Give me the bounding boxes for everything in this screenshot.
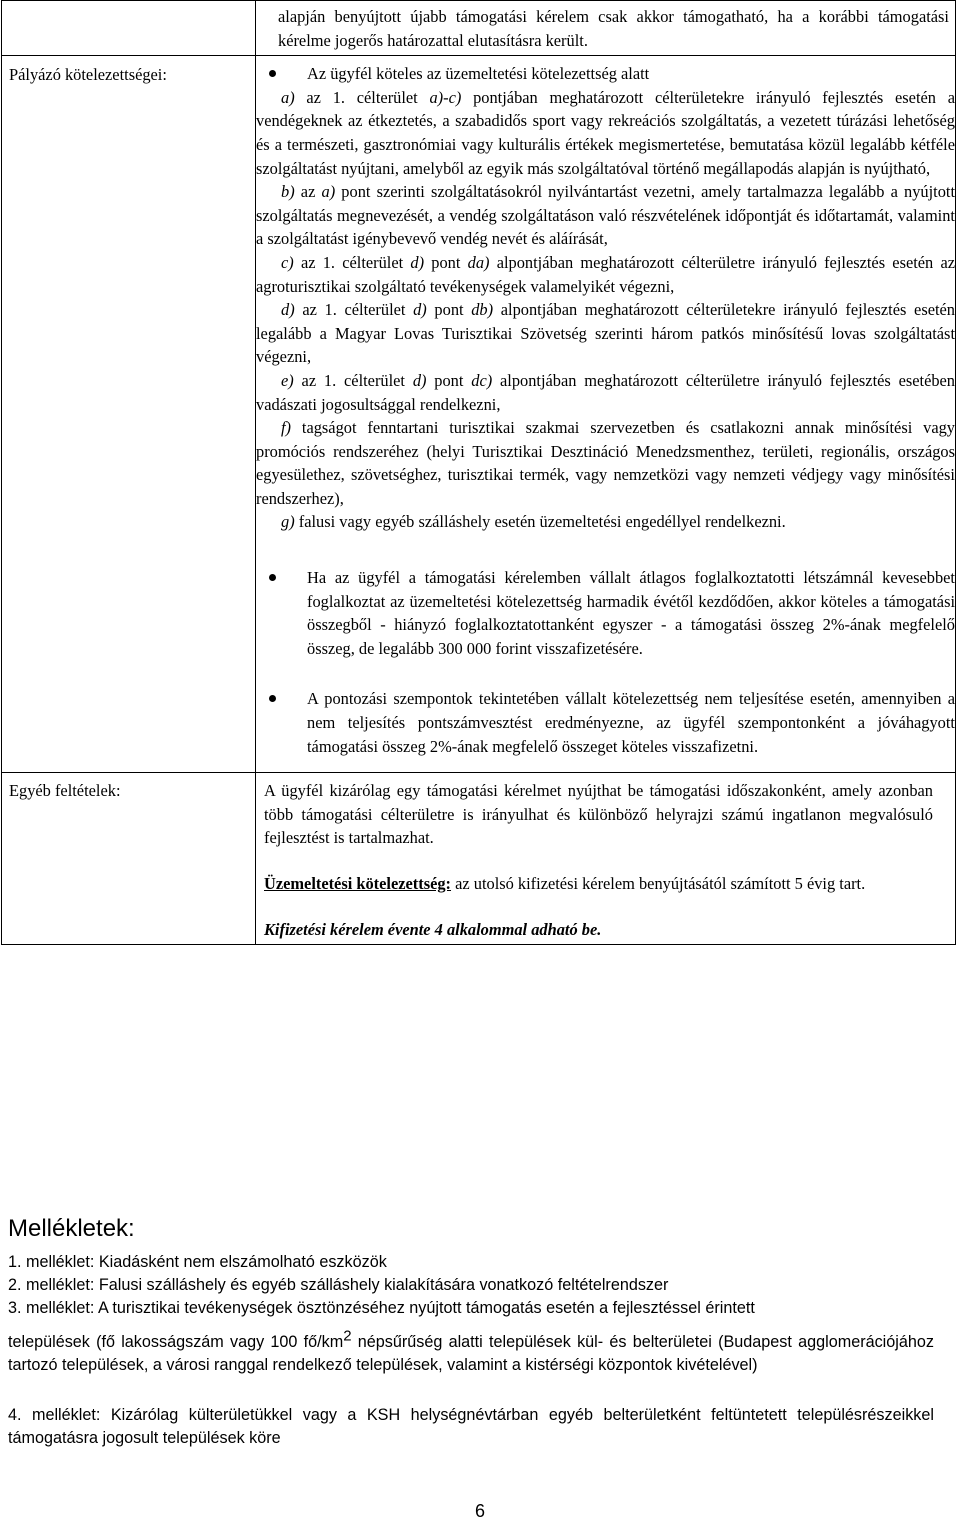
other-conditions-label: Egyéb feltételek: [9,781,121,801]
item-f: f) tagságot fenntartani turisztikai szakmai szervezetben és csatlakozni annak minősítési vagy promóciós rendszeréhez (helyi Turisztikai Desztináció Menedzsmenthez, területi, regionális, országos egyesülethez, szövetséghez, turisztikai termék, vagy nemzetközi vagy nemzeti védjegy vagy minősítési rendszerhez), [256,418,955,508]
table-row [2,773,956,945]
other-conditions-content [256,773,956,945]
attachment-1: 1. melléklet: Kiadásként nem elszámolható eszközök [8,1253,387,1271]
bullet-icon [269,70,276,77]
attachment-4: 4. melléklet: Kizárólag külterületükkel vagy a KSH helységnévtárban egyéb belterületként feltüntetett településrészeikkel támogatásra jogosult települések köre [8,1406,934,1447]
other-para2: Üzemeltetési kötelezettség: az utolsó kifizetési kérelem benyújtásától számított 5 évig tart. [264,874,866,893]
table-row [2,1,956,56]
bullet-icon [269,695,276,702]
page-number: 6 [474,1501,485,1521]
item-g: g) falusi vagy egyéb szálláshely esetén üzemeltetési engedéllyel rendelkezni. [281,512,786,532]
item-d: d) az 1. célterület d) pont db) alpontjában meghatározott célterületekre irányuló fejlesztés esetén legalább a Magyar Lovas Turisztikai Szövetség szerinti három patkós minősítésű lovas szolgáltatást végezni, [256,300,955,367]
attachment-3-rest: települések (fő lakosságszám vagy 100 $fő/km^2$ népsűrűség alatti települések kül- és belterületei (Budapest agglomerációjához tartozó települések, a városi ranggal rendelkező települések, valamint a kistérségi központok kivételével) [8,1327,934,1374]
list-item [234,62,955,86]
attachments-title: Mellékletek: [8,1215,135,1242]
bullet1-intro: Az ügyfél köteles az üzemeltetési kötelezettség alatt [307,64,650,84]
other-para3: Kifizetési kérelem évente 4 alkalommal adható be. [264,919,602,939]
item-a: a) az 1. célterület a)-c) pontjában meghatározott célterületekre irányuló fejlesztés esetén a vendégeknek az étkeztetés, a szabadidős sport vagy rekreációs szolgáltatás, a vezetett túrázási lehetőség és a természeti, gasztronómiai vagy kulturális értékek megismertetése, bemutatása közül legalább kétféle szolgáltatást nyújtani, amelyből az egyik más szolgáltatóval történő megállapodás alapján is nyújtható, [256,87,955,178]
item-b: b) az a) pont szerinti szolgáltatásokról nyilvántartást vezetni, amely tartalmazza legalább a nyújtott szolgáltatás megnevezését, a vendég szolgáltatáson való részvételének időpontját és időtartamát, valamint a szolgáltatást igénybevevő vendég nevét és aláírását, [256,182,955,249]
empty-label-cell [2,1,256,56]
attachment-2: 2. melléklet: Falusi szálláshely és egyéb szálláshely kialakítására vonatkozó feltételrendszer [8,1276,669,1294]
other-para1: A ügyfél kizárólag egy támogatási kérelmet nyújthat be támogatási időszakonként, amely azonban több támogatási célterületre is irányulhat és különböző helyrajzi számú ingatlanon megvalósuló fejlesztést is tartalmazhat. [264,781,933,848]
list-item [234,566,955,660]
attachment-3-line1: 3. melléklet: A turisztikai tevékenységek ösztönzéséhez nyújtott támogatás esetén a fejlesztéssel érintett [8,1299,755,1317]
row1-text: alapján benyújtott újabb támogatási kérelem csak akkor támogatható, ha a korábbi támogatási kérelme jogerős határozattal elutasításra került. [278,7,949,50]
content-cell [256,1,956,56]
label-cell [2,56,256,773]
bullet3-text: A pontozási szempontok tekintetében vállalt kötelezettség nem teljesítése esetén, amennyiben a nem teljesítés pontszámvesztést eredményezne, az ügyfél szempontonként a jóváhagyott támogatási összeg 2%-ának megfelelő összeget köteles visszafizetni. [307,689,955,756]
conditions-table [1,0,956,945]
item-c: c) az 1. célterület d) pont da) alpontjában meghatározott célterületre irányuló fejlesztés esetén az agroturisztikai szolgáltató tevékenységek valamelyikét végezni, [256,252,956,296]
list-item [234,687,955,758]
operation-obligation-heading: Üzemeltetési kötelezettség: [264,874,452,893]
label-cell [2,773,256,945]
item-e: e) az 1. célterület d) pont dc) alpontjában meghatározott célterületre irányuló fejlesztés esetében vadászati jogosultsággal rendelkezni, [256,370,956,414]
bullet-icon [269,574,276,581]
obligations-label: Pályázó kötelezettségei: [9,65,167,85]
table-row [2,56,956,773]
obligations-content [256,56,956,773]
bullet2-text: Ha az ügyfél a támogatási kérelemben vállalt átlagos foglalkoztatotti létszámnál kevesebbet foglalkoztat az üzemeltetési kötelezettség harmadik évétől kezdődően, akkor köteles a támogatási összegből - hiányzó foglalkoztatottanként egyszer - a támogatási összeg 2%-ának megfelelő összeg, de legalább 300 000 forint visszafizetésére. [307,568,955,658]
